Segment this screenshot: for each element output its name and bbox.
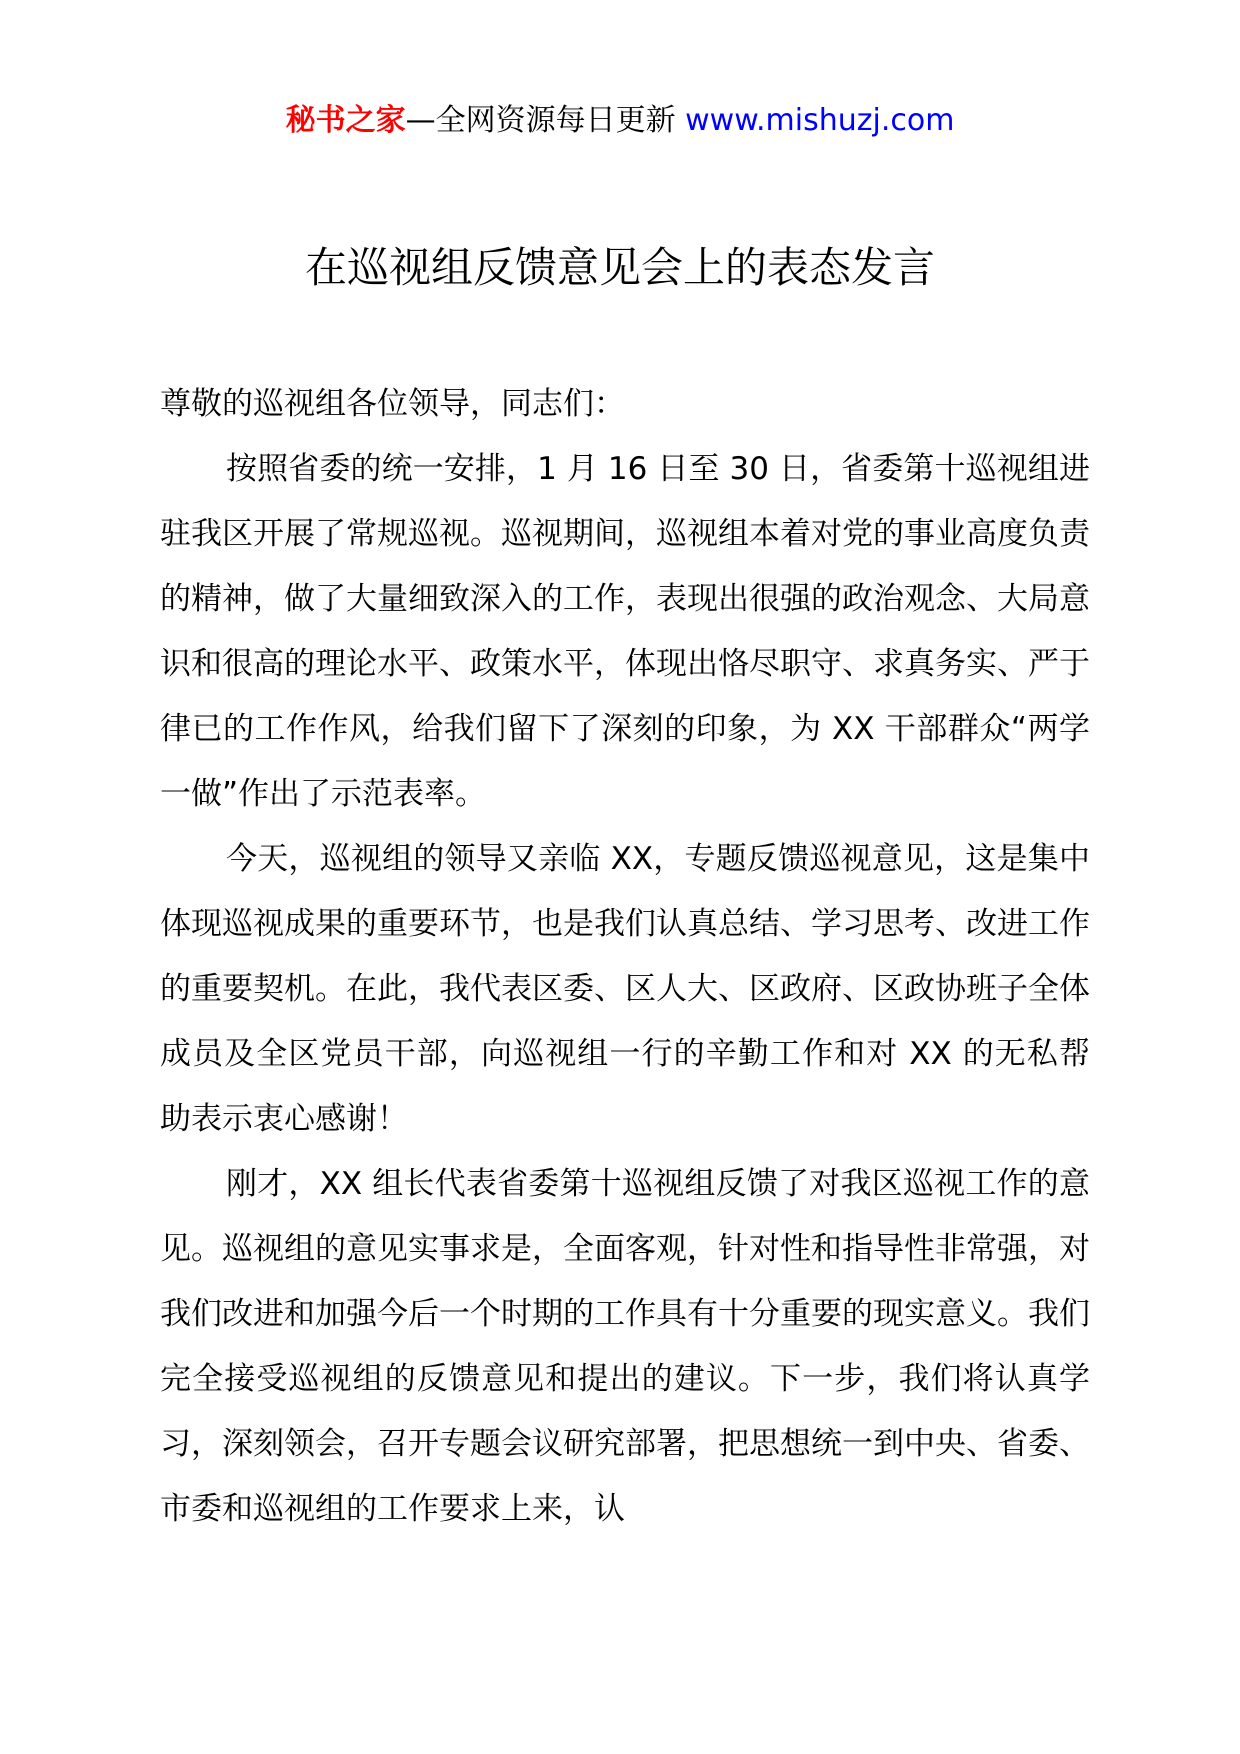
document-body (160, 372, 1090, 1542)
site-header (0, 98, 1240, 144)
paragraph-3: 刚才，XX 组长代表省委第十巡视组反馈了对我区巡视工作的意见。巡视组的意见实事求是，全面客观，针对性和指导性非常强，对我们改进和加强今后一个时期的工作具有十分重要的现实意义。我们完全接受巡视组的反馈意见和提出的建议。下一步，我们将认真学习，深刻领会，召开专题会议研究部署，把思想统一到中央、省委、市委和巡视组的工作要求上来，认 (160, 1166, 1090, 1527)
paragraph-2: 今天，巡视组的领导又亲临 XX，专题反馈巡视意见，这是集中体现巡视成果的重要环节，也是我们认真总结、学习思考、改进工作的重要契机。在此，我代表区委、区人大、区政府、区政协班子全体成员及全区党员干部，向巡视组一行的辛勤工作和对 XX 的无私帮助表示衷心感谢！ (160, 841, 1090, 1137)
site-tagline: —全网资源每日更新 (405, 103, 686, 138)
salutation: 尊敬的巡视组各位领导，同志们： (160, 386, 625, 422)
paragraph-1: 按照省委的统一安排，1 月 16 日至 30 日，省委第十巡视组进驻我区开展了常规巡视。巡视期间，巡视组本着对党的事业高度负责的精神，做了大量细致深入的工作，表现出很强的政治观念、大局意识和很高的理论水平、政策水平，体现出恪尽职守、求真务实、严于律已的工作作风，给我们留下了深刻的印象，为 XX 干部群众“两学一做”作出了示范表率。 (160, 451, 1090, 812)
site-url-link[interactable]: www.mishuzj.com (685, 103, 955, 138)
document-title: 在巡视组反馈意见会上的表态发言 (304, 243, 935, 292)
site-brand: 秘书之家 (285, 103, 406, 138)
